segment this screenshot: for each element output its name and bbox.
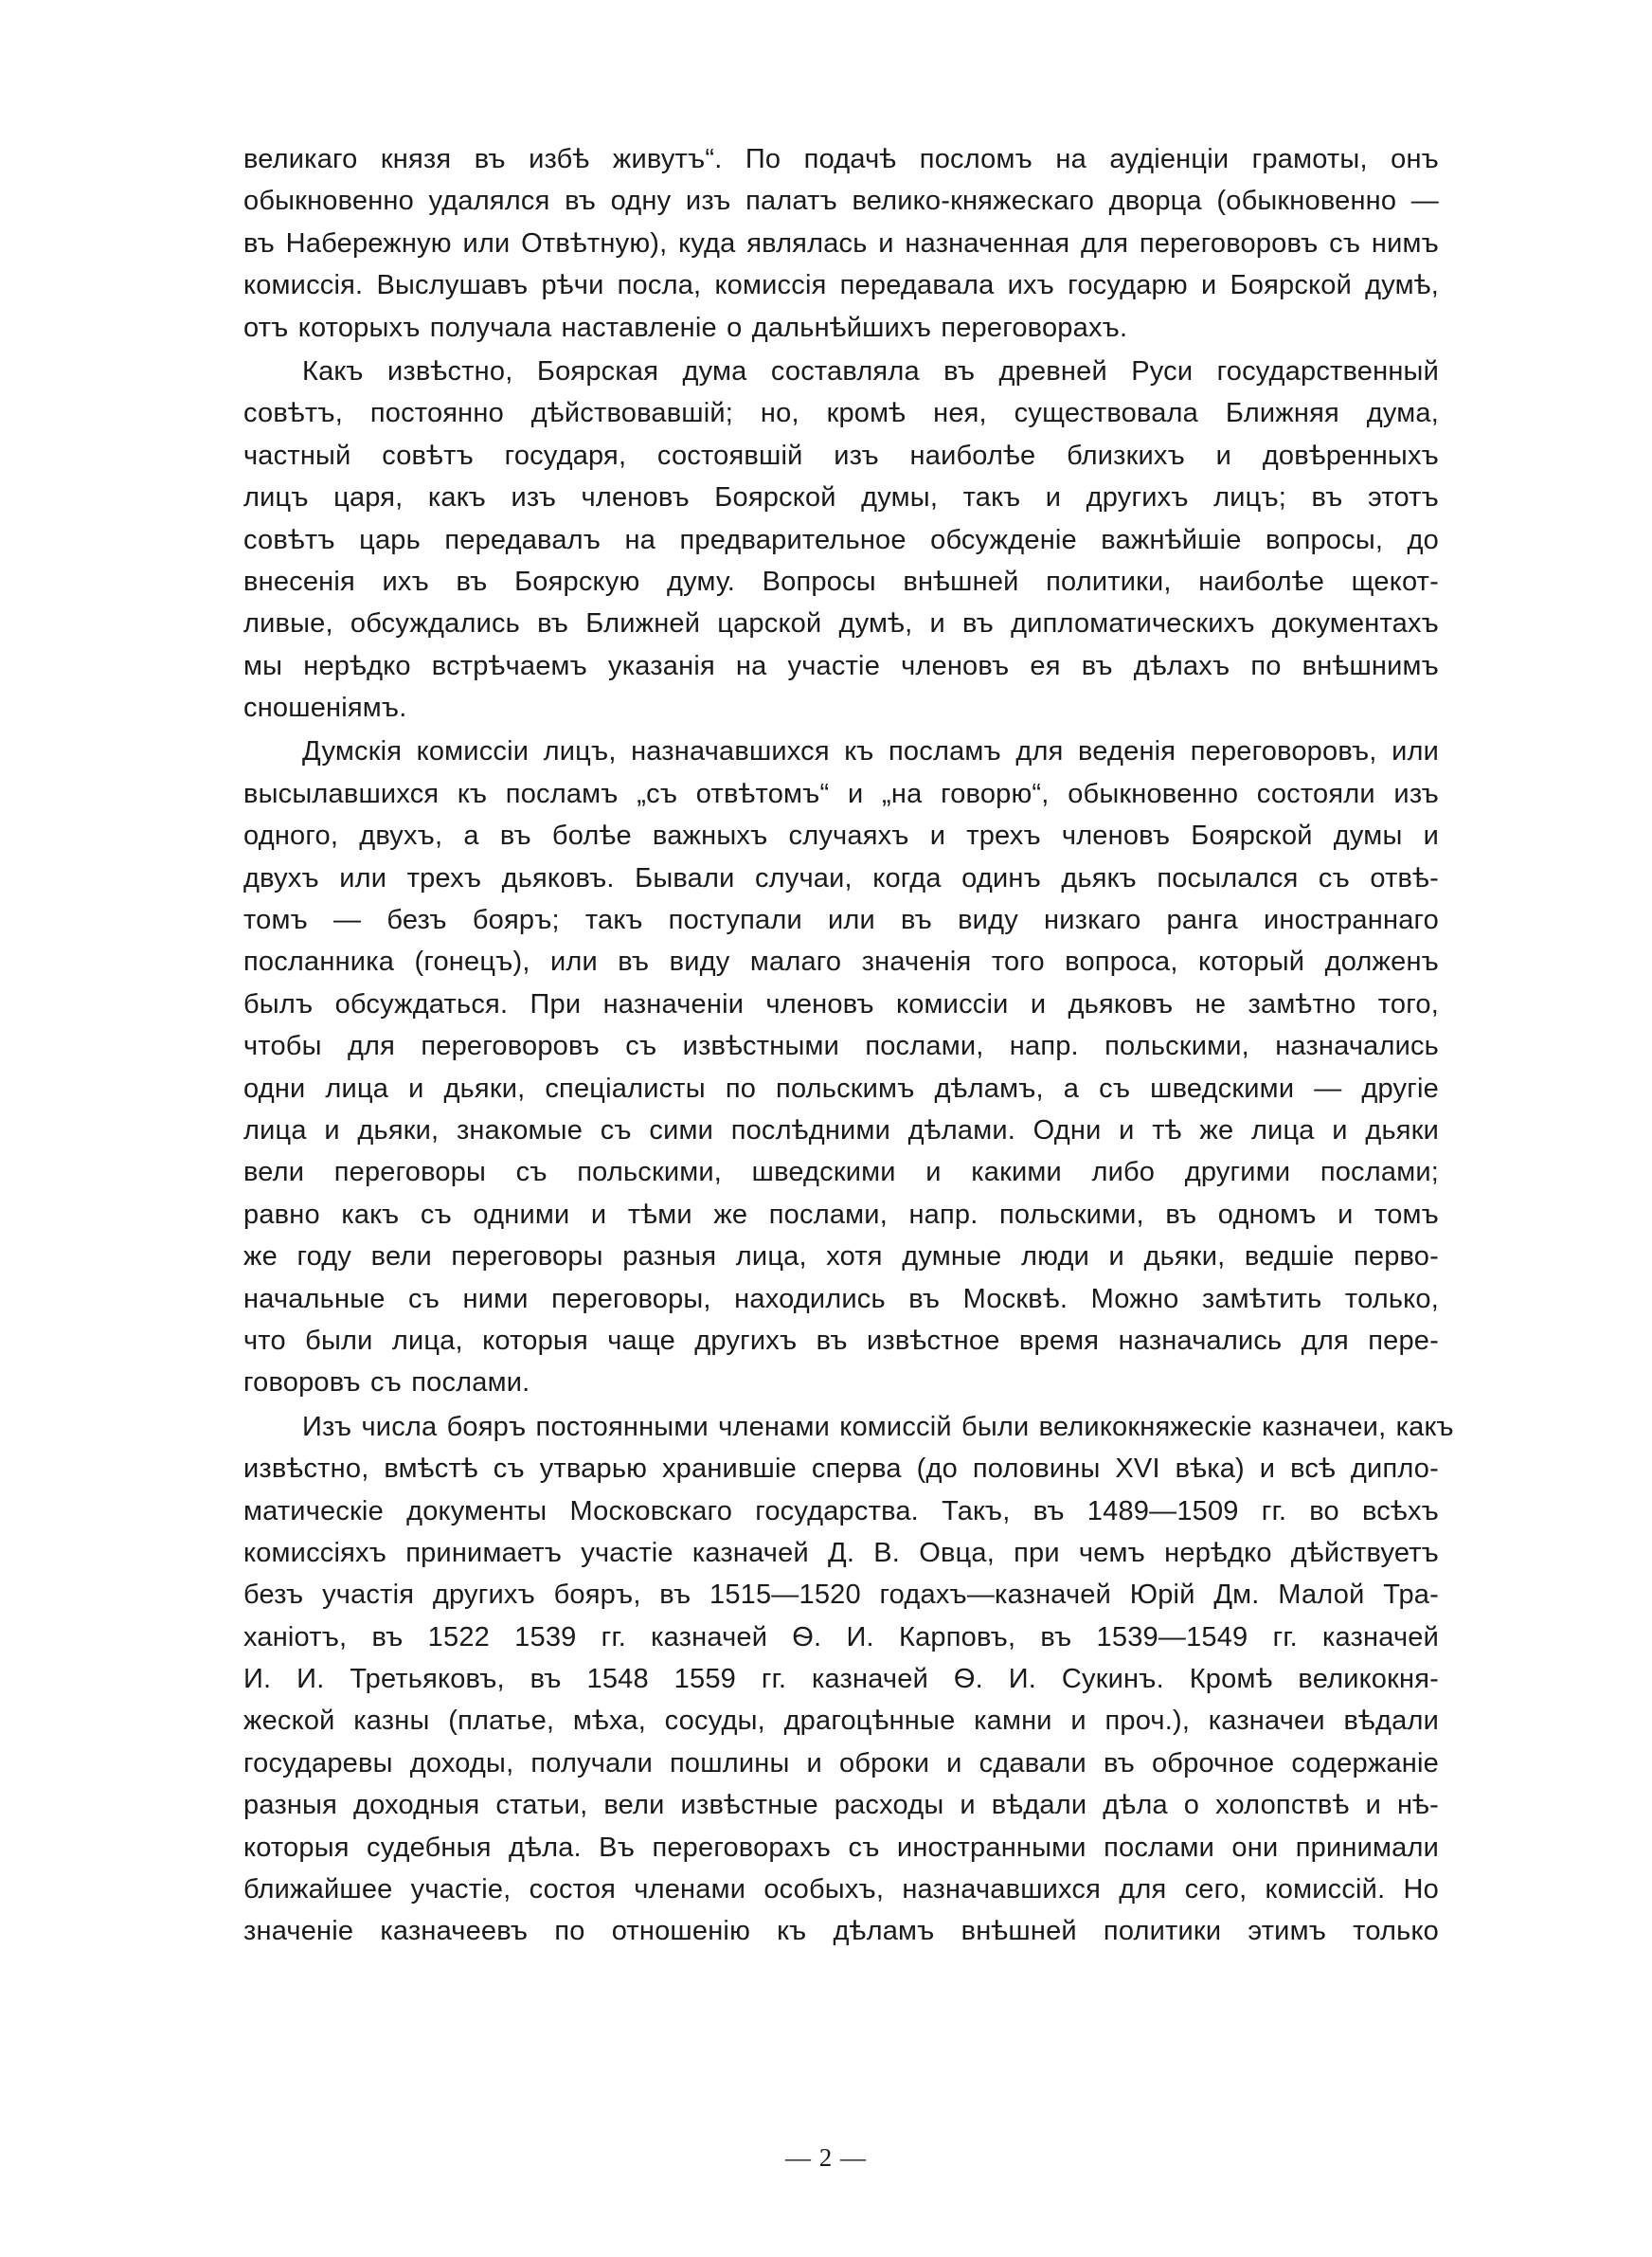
text-line: комиссія. Выслушавъ рѣчи посла, комиссія передавала ихъ государю и Боярской думѣ, (243, 270, 1439, 301)
paragraph-1 (243, 138, 1439, 349)
text-line: начальные съ ними переговоры, находились въ Москвѣ. Можно замѣтить только, (243, 1283, 1439, 1314)
text-line: Какъ извѣстно, Боярская дума составляла въ древней Руси государственный (302, 355, 1439, 387)
text-line: матическіе документы Московскаго государства. Такъ, въ 1489—1509 гг. во всѣхъ (243, 1495, 1439, 1526)
text-line: разныя доходныя статьи, вели извѣстные расходы и вѣдали дѣла о холопствѣ и нѣ- (243, 1790, 1439, 1821)
text-line: ливые, обсуждались въ Ближней царской думѣ, и въ дипломатическихъ документахъ (243, 608, 1439, 640)
text-line: былъ обсуждаться. При назначеніи членовъ комиссіи и дьяковъ не замѣтно того, (243, 988, 1439, 1020)
text-line: безъ участія другихъ бояръ, въ 1515—1520 годахъ—казначей Юрій Дм. Малой Тра- (243, 1580, 1439, 1611)
text-line: значеніе казначеевъ по отношенію къ дѣламъ внѣшней политики этимъ только (243, 1916, 1439, 1947)
text-line: совѣтъ, постоянно дѣйствовавшій; но, кромѣ нея, существовала Ближняя дума, (243, 398, 1439, 429)
text-line: лица и дьяки, знакомые съ сими послѣдними дѣлами. Одни и тѣ же лица и дьяки (243, 1114, 1439, 1146)
text-line: въ Набережную или Отвѣтную), куда являлась и назначенная для переговоровъ съ нимъ (243, 227, 1439, 259)
text-line: обыкновенно удалялся въ одну изъ палатъ велико-княжескаго дворца (обыкновенно — (243, 186, 1439, 217)
text-line: извѣстно, вмѣстѣ съ утварью хранившіе сперва (до половины XVI вѣка) и всѣ дипло- (243, 1454, 1439, 1485)
text-line: томъ — безъ бояръ; такъ поступали или въ виду низкаго ранга иностраннаго (243, 905, 1439, 936)
text-line: отъ которыхъ получала наставленіе о дальнѣйшихъ переговорахъ. (243, 312, 1128, 343)
text-line: что были лица, которыя чаще другихъ въ извѣстное время назначались для пере- (243, 1325, 1439, 1356)
text-line: сношеніямъ. (243, 693, 407, 724)
text-line: говоровъ съ послами. (243, 1367, 530, 1399)
paragraph-4 (243, 1406, 1454, 1953)
page-number: — 2 — (785, 2143, 867, 2172)
paragraph-2 (243, 351, 1439, 730)
text-line: великаго князя въ избѣ живутъ“. По подачѣ посломъ на аудіенціи грамоты, онъ (243, 144, 1439, 174)
text-line: двухъ или трехъ дьяковъ. Бывали случаи, когда одинъ дьякъ посылался съ отвѣ- (243, 862, 1439, 894)
text-line: ближайшее участіе, состоя членами особыхъ, назначавшихся для сего, комиссій. Но (243, 1874, 1439, 1905)
document-page (243, 138, 1454, 1955)
text-line: комиссіяхъ принимаетъ участіе казначей Д. В. Овца, при чемъ нерѣдко дѣйствуетъ (243, 1537, 1439, 1568)
text-line: одни лица и дьяки, спеціалисты по польскимъ дѣламъ, а съ шведскими — другіе (243, 1073, 1439, 1104)
text-line: государевы доходы, получали пошлины и оброки и сдавали въ оброчное содержаніе (243, 1747, 1439, 1779)
text-line: же году вели переговоры разныя лица, хотя думные люди и дьяки, ведшіе перво- (243, 1241, 1439, 1273)
text-line: вели переговоры съ польскими, шведскими и какими либо другими послами; (243, 1157, 1439, 1188)
text-line: мы нерѣдко встрѣчаемъ указанія на участіе членовъ ея въ дѣлахъ по внѣшнимъ (243, 650, 1439, 681)
text-line: равно какъ съ одними и тѣми же послами, напр. польскими, въ одномъ и томъ (243, 1199, 1439, 1230)
paragraph-3 (243, 731, 1439, 1403)
text-line: высылавшихся къ посламъ „съ отвѣтомъ“ и „на говорю“, обыкновенно состояли изъ (243, 778, 1439, 809)
text-line: ханіотъ, въ 1522 1539 гг. казначей Ѳ. И. Карповъ, въ 1539—1549 гг. казначей (243, 1621, 1439, 1652)
text-line: чтобы для переговоровъ съ извѣстными послами, напр. польскими, назначались (243, 1031, 1439, 1062)
text-line: которыя судебныя дѣла. Въ переговорахъ съ иностранными послами они принимали (243, 1832, 1439, 1863)
text-line: Изъ числа бояръ постоянными членами комиссій были великокняжескіе казначеи, какъ (302, 1411, 1454, 1442)
text-line: частный совѣтъ государя, состоявшій изъ наиболѣе близкихъ и довѣренныхъ (243, 440, 1439, 471)
text-line: И. И. Третьяковъ, въ 1548 1559 гг. казначей Ѳ. И. Сукинъ. Кромѣ великокня- (243, 1664, 1439, 1695)
text-line: Думскія комиссіи лицъ, назначавшихся къ посламъ для веденія переговоровъ, или (302, 736, 1439, 767)
text-line: совѣтъ царь передавалъ на предварительное обсужденіе важнѣйшіе вопросы, до (243, 524, 1439, 555)
text-line: жеской казны (платье, мѣха, сосуды, драгоцѣнные камни и проч.), казначеи вѣдали (243, 1706, 1439, 1737)
text-line: внесенія ихъ въ Боярскую думу. Вопросы внѣшней политики, наиболѣе щекот- (243, 566, 1439, 597)
text-line: посланника (гонецъ), или въ виду малаго значенія того вопроса, который долженъ (243, 947, 1439, 978)
text-line: лицъ царя, какъ изъ членовъ Боярской думы, такъ и другихъ лицъ; въ этотъ (243, 482, 1439, 514)
text-line: одного, двухъ, а въ болѣе важныхъ случаяхъ и трехъ членовъ Боярской думы и (243, 821, 1439, 852)
